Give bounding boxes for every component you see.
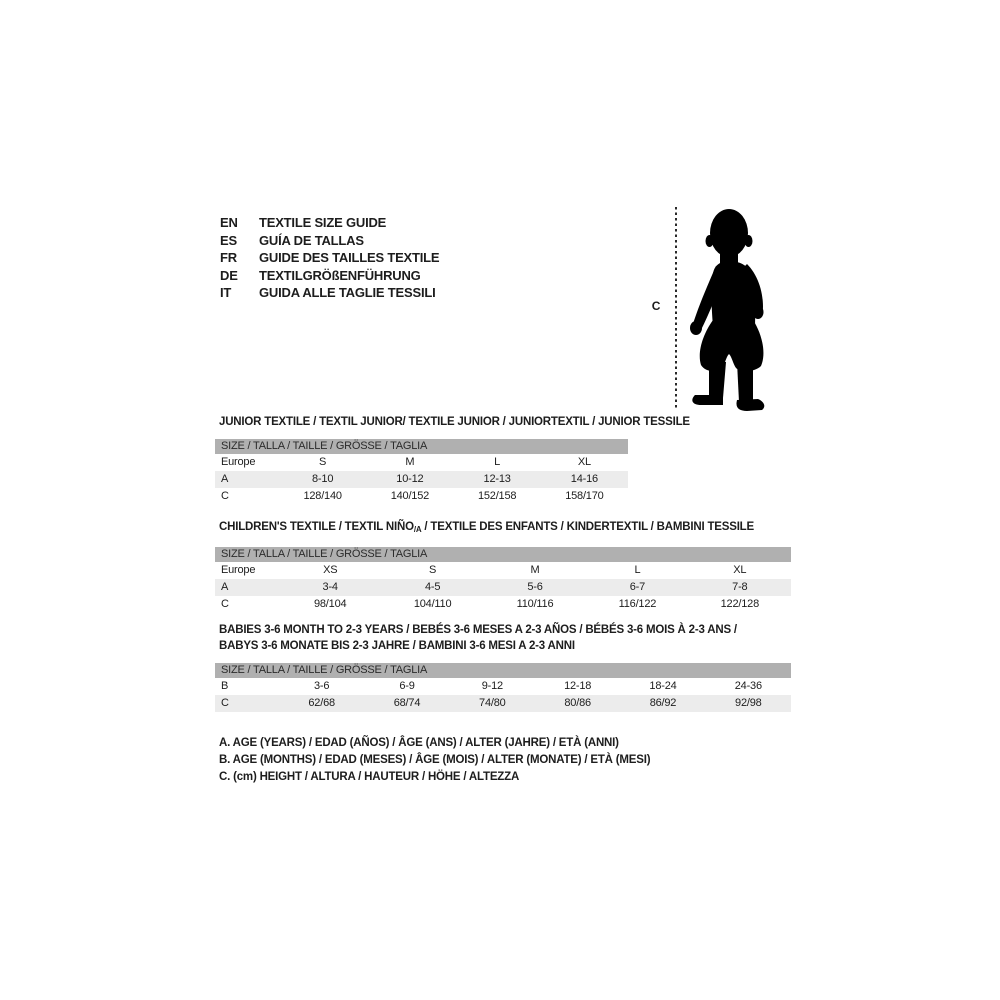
value-cell: 128/140 [303, 490, 342, 502]
row-label: C [221, 598, 229, 610]
size-cell: L [634, 564, 641, 576]
lang-code: DE [220, 267, 238, 283]
toddler-figure-block [645, 195, 795, 423]
legend-line-b: B. AGE (MONTHS) / EDAD (MESES) / ÂGE (MOIS) / ALTER (MONATE) / ETÀ (MESI) [219, 754, 651, 766]
height-measure-dotted-line [675, 207, 677, 409]
value-cell: 122/128 [720, 598, 760, 610]
row-label: A [221, 581, 229, 593]
lang-code: EN [220, 215, 238, 230]
value-cell: 152/158 [477, 490, 517, 502]
size-header-band: SIZE / TALLA / TAILLE / GRÖSSE / TAGLIA [215, 439, 628, 454]
lang-row-en [220, 214, 439, 232]
title-text: / TEXTILE DES ENFANTS / KINDERTEXTIL / BAMBINI TESSILE [421, 521, 754, 533]
lang-label: GUÍA DE TALLAS [259, 232, 364, 248]
value-cell: 18-24 [649, 680, 677, 692]
value-cell: 10-12 [396, 473, 424, 485]
table-row-europe [215, 454, 628, 471]
lang-label: TEXTILE SIZE GUIDE [259, 215, 387, 230]
row-label: Europe [221, 564, 256, 576]
babies-textile-section [215, 622, 791, 712]
table-row-height [215, 596, 791, 613]
toddler-silhouette-icon [685, 202, 785, 412]
value-cell: 86/92 [649, 697, 677, 709]
row-label: C [221, 490, 229, 502]
legend-line-c: C. (cm) HEIGHT / ALTURA / HAUTEUR / HÖHE / ALTEZZA [219, 771, 520, 783]
size-cell: XL [577, 456, 591, 468]
value-cell: 8-10 [312, 473, 334, 485]
title-subscript: /A [413, 525, 422, 534]
value-cell: 12-18 [564, 680, 592, 692]
babies-size-table [215, 663, 791, 712]
lang-row-it [220, 284, 439, 302]
value-cell: 6-7 [629, 581, 646, 593]
row-label: B [221, 680, 229, 692]
value-cell: 98/104 [313, 598, 347, 610]
row-label: C [221, 697, 229, 709]
value-cell: 140/152 [390, 490, 430, 502]
value-cell: 7-8 [732, 581, 748, 593]
junior-textile-section [215, 414, 690, 505]
height-measure-label: C [651, 299, 661, 313]
size-header-band: SIZE / TALLA / TAILLE / GRÖSSE / TAGLIA [215, 547, 791, 562]
childrens-textile-section [215, 519, 791, 613]
lang-code: FR [220, 250, 237, 265]
value-cell: 9-12 [481, 680, 503, 692]
lang-code: ES [220, 232, 237, 248]
lang-row-es [220, 232, 439, 250]
lang-label: GUIDE DES TAILLES TEXTILE [259, 250, 440, 265]
table-row-age [215, 579, 791, 596]
size-cell: L [494, 456, 501, 468]
value-cell: 3-6 [314, 680, 330, 692]
legend-line-a: A. AGE (YEARS) / EDAD (AÑOS) / ÂGE (ANS) / ALTER (JAHRE) / ETÀ (ANNI) [219, 737, 619, 749]
size-cell: S [319, 456, 327, 468]
value-cell: 62/68 [308, 697, 335, 709]
value-cell: 4-5 [424, 581, 441, 593]
lang-label: GUIDA ALLE TAGLIE TESSILI [259, 285, 436, 300]
junior-size-table [215, 439, 628, 505]
table-row-europe [215, 562, 791, 579]
value-cell: 5-6 [527, 581, 543, 593]
value-cell: 12-13 [483, 473, 511, 485]
babies-table-title-line1: BABIES 3-6 MONTH TO 2-3 YEARS / BEBÉS 3-6 MESES A 2-3 AÑOS / BÉBÉS 3-6 MOIS À 2-3 ANS / [219, 624, 737, 636]
measure-legend [219, 735, 650, 786]
lang-code: IT [220, 285, 232, 300]
size-cell: S [429, 564, 437, 576]
value-cell: 3-4 [322, 581, 338, 593]
size-header-band: SIZE / TALLA / TAILLE / GRÖSSE / TAGLIA [215, 663, 791, 678]
lang-label: TEXTILGRÖßENFÜHRUNG [259, 267, 421, 283]
value-cell: 74/80 [479, 697, 506, 709]
junior-table-title: JUNIOR TEXTILE / TEXTIL JUNIOR/ TEXTILE JUNIOR / JUNIORTEXTIL / JUNIOR TESSILE [219, 416, 690, 428]
table-row-height [215, 695, 791, 712]
size-cell: XL [733, 564, 747, 576]
row-label: A [221, 473, 229, 485]
value-cell: 14-16 [570, 473, 598, 485]
value-cell: 110/116 [516, 598, 554, 610]
childrens-size-table [215, 547, 791, 613]
value-cell: 116/122 [618, 598, 657, 610]
size-cell: M [405, 456, 415, 468]
table-row-months [215, 678, 791, 695]
value-cell: 104/110 [413, 598, 452, 610]
value-cell: 6-9 [399, 680, 415, 692]
row-label: Europe [221, 456, 256, 468]
lang-row-de [220, 267, 439, 285]
value-cell: 68/74 [393, 697, 421, 709]
table-row-height [215, 488, 628, 505]
title-text: CHILDREN'S TEXTILE / TEXTIL NIÑO [219, 521, 414, 533]
value-cell: 158/170 [565, 490, 604, 502]
size-cell: XS [323, 564, 338, 576]
value-cell: 92/98 [735, 697, 762, 709]
babies-table-title-line2: BABYS 3-6 MONATE BIS 2-3 JAHRE / BAMBINI 3-6 MESI A 2-3 ANNI [219, 640, 575, 652]
value-cell: 24-36 [734, 680, 762, 692]
lang-row-fr [220, 249, 439, 267]
table-row-age [215, 471, 628, 488]
size-cell: M [530, 564, 540, 576]
value-cell: 80/86 [564, 697, 591, 709]
childrens-table-title [215, 519, 791, 538]
language-title-list [220, 214, 439, 302]
